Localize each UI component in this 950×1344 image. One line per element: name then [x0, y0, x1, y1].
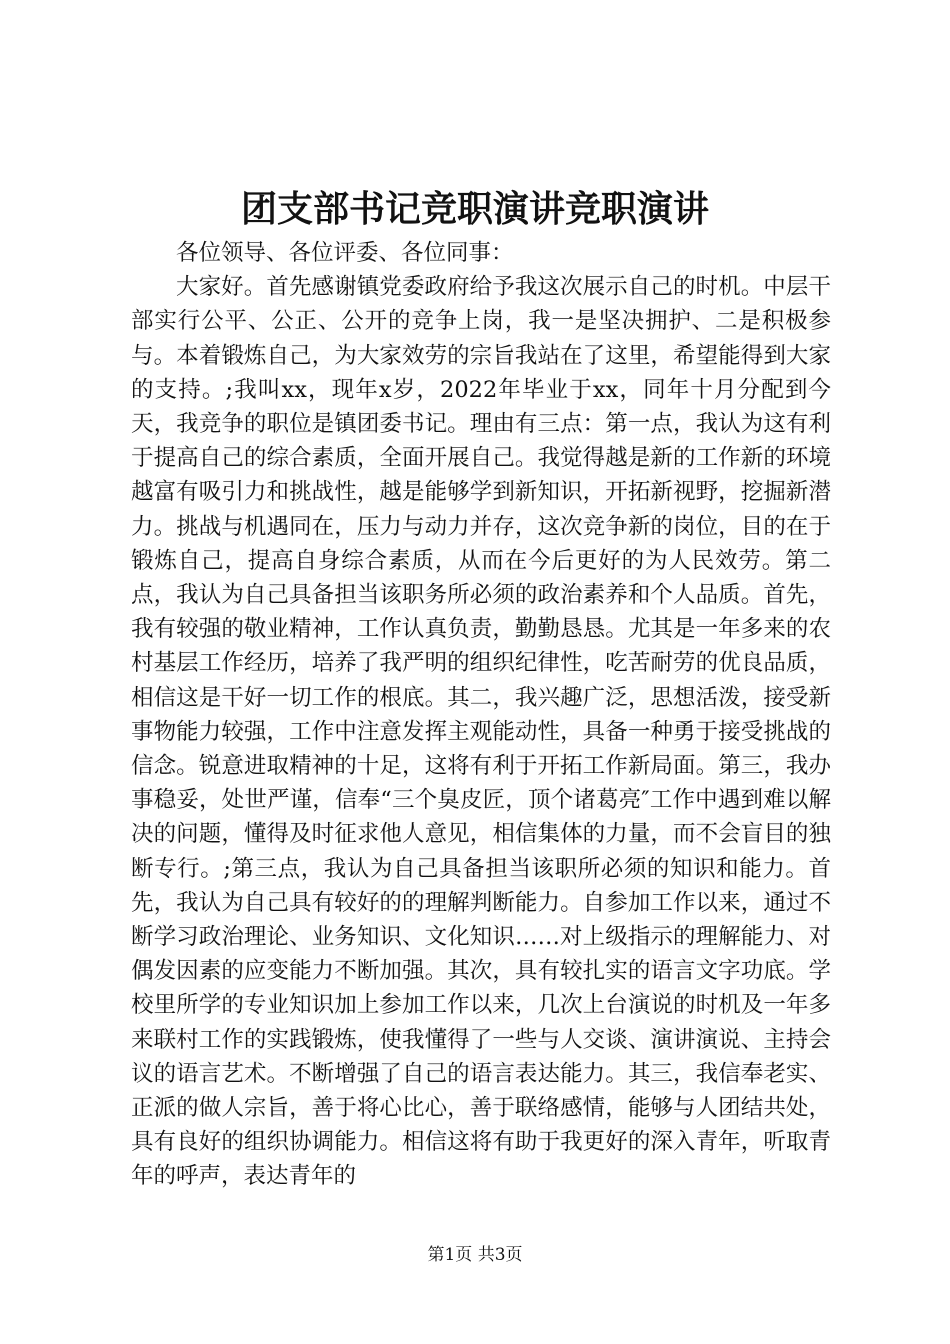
document-title: 团支部书记竞职演讲竞职演讲 [240, 188, 709, 230]
speech-paragraph: 大家好。首先感谢镇党委政府给予我这次展示自己的时机。中层干部实行公平、公正、公开的竞争上岗，我一是坚决拥护、二是积极参与。本着锻炼自己，为大家效劳的宗旨我站在了这里，希望能得到大家的支持。;我叫xx，现年x岁，2022年毕业于xx，同年十月分配到今天，我竞争的职位是镇团委书记。理由有三点：第一点，我认为这有利于提高自己的综合素质，全面开展自己。我觉得越是新的工作新的环境越富有吸引力和挑战性，越是能够学到新知识，开拓新视野，挖掘新潜力。挑战与机遇同在，压力与动力并存，这次竞争新的岗位，目的在于锻炼自己，提高自身综合素质，从而在今后更好的为人民效劳。第二点，我认为自己具备担当该职务所必须的政治素养和个人品质。首先，我有较强的敬业精神，工作认真负责，勤勤恳恳。尤其是一年多来的农村基层工作经历，培养了我严明的组织纪律性，吃苦耐劳的优良品质，相信这是干好一切工作的根底。其二，我兴趣广泛，思想活泼，接受新事物能力较强，工作中注意发挥主观能动性，具备一种勇于接受挑战的信念。锐意进取精神的十足，这将有利于开拓工作新局面。第三，我办事稳妥，处世严谨，信奉“三个臭皮匠，顶个诸葛亮″工作中遇到难以解决的问题，懂得及时征求他人意见，相信集体的力量，而不会盲目的独断专行。;第三点，我认为自己具备担当该职所必须的知识和能力。首先，我认为自己具有较好的的理解判断能力。自参加工作以来，通过不断学习政治理论、业务知识、文化知识……对上级指示的理解能力、对偶发因素的应变能力不断加强。其次，具有较扎实的语言文字功底。学校里所学的专业知识加上参加工作以来，几次上台演说的时机及一年多来联村工作的实践锻炼，使我懂得了一些与人交谈、演讲演说、主持会议的语言艺术。不断增强了自己的语言表达能力。其三，我信奉老实、正派的做人宗旨，善于将心比心，善于联络感情，能够与人团结共处，具有良好的组织协调能力。相信这将有助于我更好的深入青年，听取青年的呼声，表达青年的 [131, 274, 831, 1190]
page-number: 第1页 共3页 [427, 1245, 523, 1265]
salutation: 各位领导、各位评委、各位同事： [176, 240, 514, 266]
document-body [131, 236, 831, 1194]
